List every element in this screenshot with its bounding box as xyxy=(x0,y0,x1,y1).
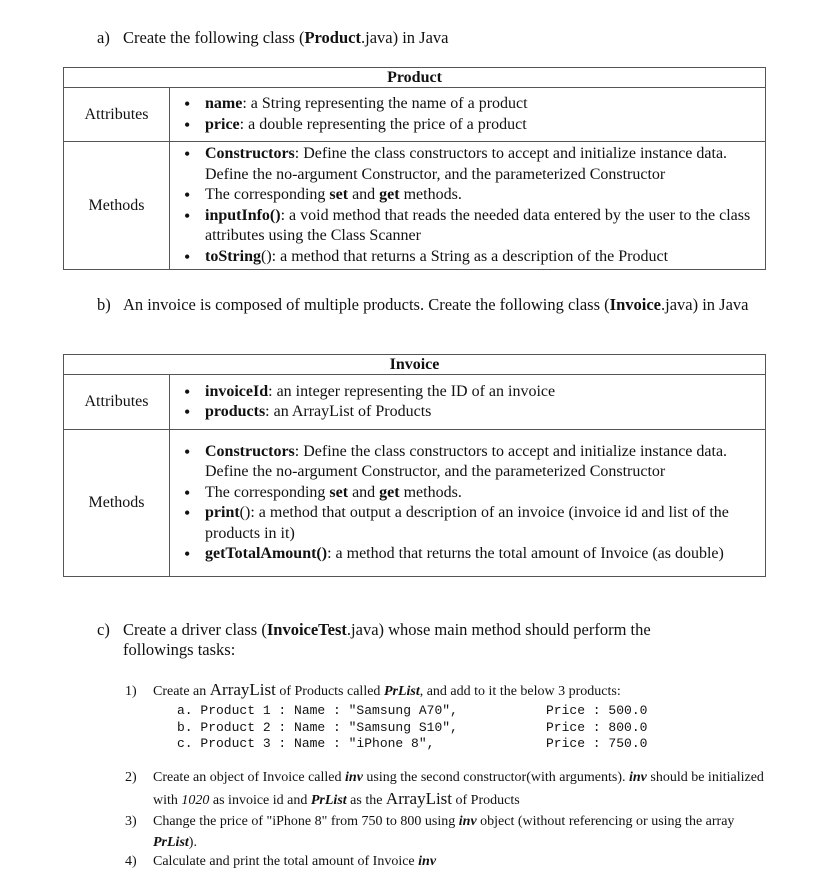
attr-name: price xyxy=(205,115,240,133)
part-c-class-name: InvoiceTest xyxy=(266,620,347,639)
task-2 xyxy=(125,768,765,811)
task-emphasis: inv xyxy=(628,770,647,785)
method-desc: (): a method that returns a String as a description of the Product xyxy=(261,247,669,265)
part-b-heading-suffix: .java) in Java xyxy=(661,295,749,314)
method-name: Constructors xyxy=(205,145,295,162)
part-b-label: b) xyxy=(97,295,111,314)
product-attribute-item xyxy=(180,115,759,136)
method-desc: : a method that returns the total amount of Invoice (as double) xyxy=(327,545,724,562)
task-number: 1) xyxy=(125,684,137,699)
task-emphasis: inv xyxy=(418,854,437,869)
attr-name: invoiceId xyxy=(205,382,269,400)
product-attributes-label: Attributes xyxy=(64,88,170,142)
invoice-methods-label: Methods xyxy=(64,430,170,577)
method-name: inputInfo() xyxy=(205,206,281,224)
product-entry: a. Product 1 : Name : "Samsung A70", xyxy=(177,703,458,718)
task-text: object (without referencing or using the array xyxy=(476,814,735,829)
product-method-item xyxy=(180,144,759,185)
product-list-left xyxy=(177,703,458,753)
task-text: should be initialized with xyxy=(153,770,764,808)
product-methods-label: Methods xyxy=(64,142,170,270)
product-method-item xyxy=(180,185,759,206)
task-emphasis: PrList xyxy=(153,834,189,850)
task-3 xyxy=(125,812,765,853)
part-a-class-name: Product xyxy=(304,28,361,47)
task-text: of Products xyxy=(452,792,520,808)
method-name: toString xyxy=(205,247,261,265)
task-text: of Products called xyxy=(275,684,384,699)
method-desc: The corresponding xyxy=(205,483,330,501)
method-desc: and xyxy=(348,483,380,501)
method-name: print xyxy=(205,504,240,521)
product-method-item xyxy=(180,206,759,247)
task-emphasis: inv xyxy=(458,814,477,829)
method-name: get xyxy=(379,483,400,501)
attr-name: name xyxy=(205,95,243,112)
task-text: Create an xyxy=(153,684,210,699)
task-4 xyxy=(125,852,436,873)
invoice-class-table xyxy=(63,354,766,577)
method-desc: methods. xyxy=(399,483,462,501)
invoice-attributes-label: Attributes xyxy=(64,375,170,430)
invoice-method-item xyxy=(180,544,759,565)
method-desc: : Define the class constructors to accept and initialize instance data. Define the no-argument Constructor, and the parameterized Constructor xyxy=(205,145,728,183)
product-method-item xyxy=(180,247,759,268)
part-a-heading-suffix: .java) in Java xyxy=(360,28,449,47)
method-desc: and xyxy=(348,186,380,203)
method-name: set xyxy=(329,186,349,203)
invoice-methods-cell xyxy=(170,430,766,577)
part-c-label: c) xyxy=(97,620,110,639)
product-entry: b. Product 2 : Name : "Samsung S10", xyxy=(177,719,458,735)
product-price: Price : 750.0 xyxy=(546,736,648,751)
product-table-title: Product xyxy=(64,68,766,88)
part-c-heading xyxy=(97,620,717,660)
method-name: Constructors xyxy=(205,442,295,460)
invoice-table-title: Invoice xyxy=(64,355,766,375)
task-emphasis: 1020 xyxy=(181,792,210,808)
attr-desc: : a String representing the name of a product xyxy=(242,95,528,112)
product-methods-cell xyxy=(170,142,766,270)
method-name: getTotalAmount() xyxy=(205,545,328,562)
task-text: , and add to it the below 3 products: xyxy=(419,684,621,699)
task-text: Calculate and print the total amount of Invoice xyxy=(153,854,419,869)
task-text: ). xyxy=(188,834,197,850)
attr-name: products xyxy=(205,403,266,420)
product-attribute-item xyxy=(180,94,759,115)
product-list-prices xyxy=(546,703,647,753)
task-emphasis: inv xyxy=(345,770,363,785)
product-class-table xyxy=(63,67,766,270)
part-b-heading-prefix: An invoice is composed of multiple products. Create the following class ( xyxy=(123,295,610,314)
part-c-heading-suffix: .java) whose main method should perform the followings tasks: xyxy=(123,620,651,659)
method-name: set xyxy=(329,483,349,501)
task-text: as invoice id and xyxy=(209,792,311,808)
part-a-heading xyxy=(97,28,449,48)
invoice-method-item xyxy=(180,483,759,504)
task-emphasis: PrList xyxy=(310,792,347,808)
method-desc: The corresponding xyxy=(205,186,330,203)
task-text: ArrayList xyxy=(209,680,276,699)
task-number: 2) xyxy=(125,770,137,785)
task-text: Create an object of Invoice called xyxy=(153,770,346,785)
task-text: as the xyxy=(346,792,386,808)
task-number: 4) xyxy=(125,854,137,869)
invoice-method-item xyxy=(180,442,759,483)
method-desc: : a void method that reads the needed data entered by the user to the class attributes using the Class Scanner xyxy=(205,206,751,244)
invoice-method-item xyxy=(180,503,759,544)
part-c-heading-prefix: Create a driver class ( xyxy=(123,620,267,639)
task-text: ArrayList xyxy=(385,788,453,808)
product-entry: c. Product 3 : Name : "iPhone 8", xyxy=(177,736,435,751)
attr-desc: : an integer representing the ID of an invoice xyxy=(268,382,556,400)
product-price: Price : 800.0 xyxy=(546,719,648,735)
product-attributes-cell xyxy=(170,88,766,142)
attr-desc: : an ArrayList of Products xyxy=(265,403,432,420)
attr-desc: : a double representing the price of a product xyxy=(239,115,527,133)
task-text: using the second constructor(with arguments). xyxy=(362,770,629,785)
task-text: Change the price of "iPhone 8" from 750 to 800 using xyxy=(153,814,459,829)
invoice-attributes-cell xyxy=(170,375,766,430)
method-desc: methods. xyxy=(399,186,462,203)
method-desc: : Define the class constructors to accept and initialize instance data. Define the no-argument Constructor, and the parameterized Constructor xyxy=(205,442,728,480)
method-desc: (): a method that output a description of an invoice (invoice id and list of the products in it) xyxy=(205,504,729,542)
part-b-heading xyxy=(97,295,777,315)
invoice-attribute-item xyxy=(180,382,759,403)
task-emphasis: PrList xyxy=(383,684,420,699)
task-1 xyxy=(125,680,621,703)
product-price: Price : 500.0 xyxy=(546,703,648,718)
part-a-heading-prefix: Create the following class ( xyxy=(123,28,305,47)
part-a-label: a) xyxy=(97,28,110,47)
task-number: 3) xyxy=(125,814,137,829)
part-b-class-name: Invoice xyxy=(609,295,661,314)
method-name: get xyxy=(379,186,400,203)
invoice-attribute-item xyxy=(180,402,759,423)
